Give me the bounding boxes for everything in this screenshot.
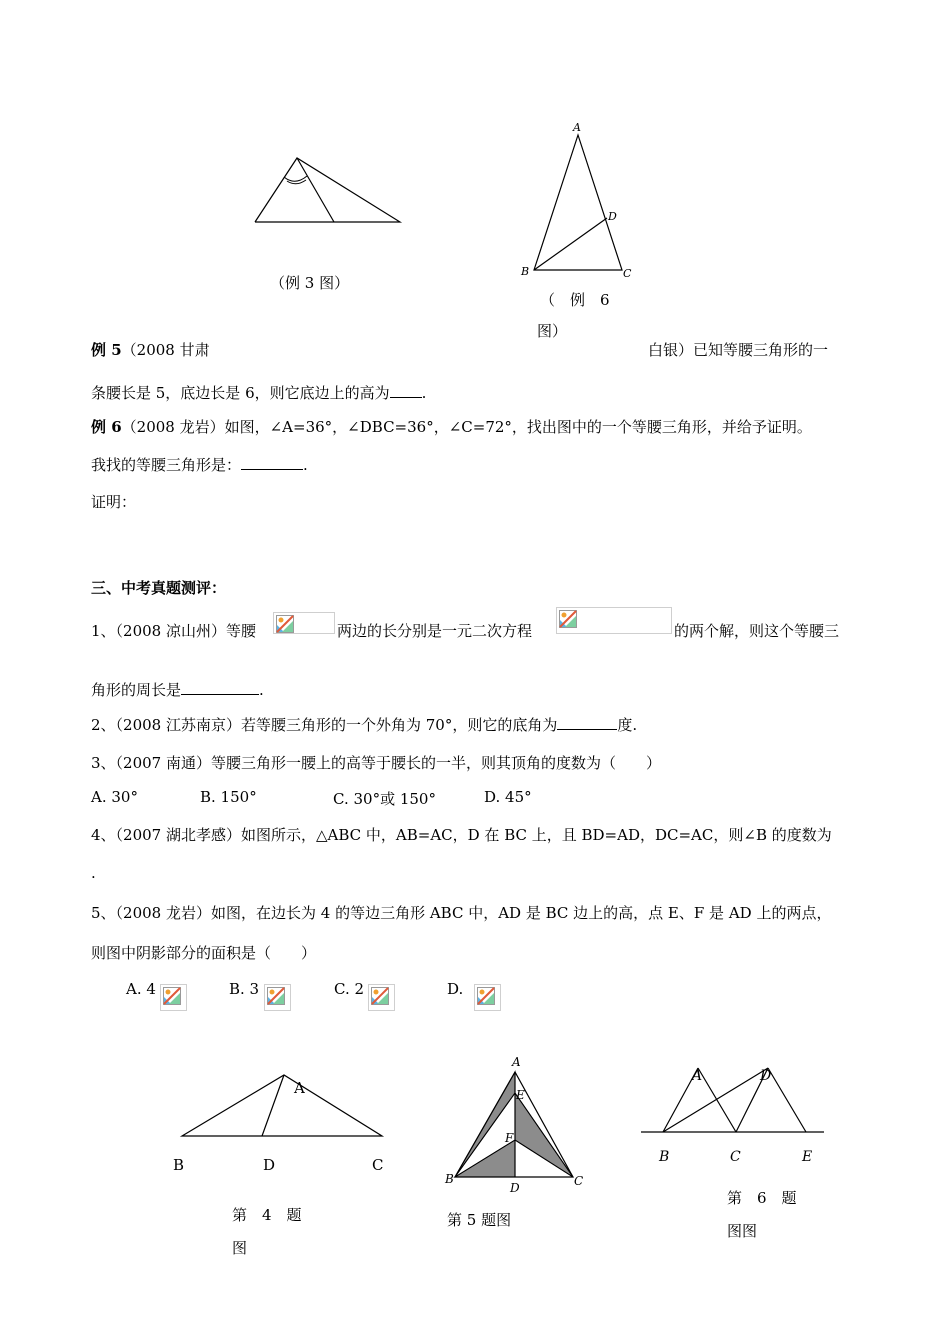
q6-label-d: D — [760, 1068, 772, 1084]
question-1-d: 角形的周长是 — [91, 681, 182, 699]
q6-label-c: C — [730, 1149, 741, 1165]
question-2 — [91, 714, 637, 735]
answer-blank[interactable] — [390, 383, 422, 398]
question-2-end: 度. — [617, 716, 638, 734]
q5-label-b: B — [445, 1172, 454, 1186]
example-5-tail: 白银）已知等腰三角形的一 — [648, 341, 829, 359]
q4-label-a: A — [294, 1079, 305, 1097]
example-6-line2 — [91, 454, 308, 475]
example-5-source: （2008 甘肃 — [121, 341, 210, 359]
question-3-option-b: B. 150° — [200, 788, 257, 806]
formula-image-placeholder — [556, 607, 672, 634]
question-6-caption-a: 第 6 题 — [727, 1189, 797, 1207]
example-6-caption-a: （ 例 6 — [540, 291, 610, 309]
option-image-placeholder — [474, 984, 501, 1011]
broken-image-icon — [276, 615, 294, 633]
question-4: 4、（2007 湖北孝感）如图所示，△ABC 中，AB=AC，D 在 BC 上，且 BD=AD，DC=AC，则∠B 的度数为 — [91, 826, 832, 844]
q5-label-c: C — [574, 1174, 584, 1188]
question-5-caption: 第 5 题图 — [447, 1211, 512, 1229]
example-3-caption: （例 3 图） — [270, 274, 350, 292]
option-image-placeholder — [160, 984, 187, 1011]
question-1-a: 1、（2008 凉山州）等腰 — [91, 622, 256, 640]
example-5-text: 条腰长是 5，底边长是 6，则它底边上的高为 — [91, 384, 390, 402]
q5-label-a: A — [512, 1055, 521, 1069]
answer-blank[interactable] — [557, 715, 617, 730]
question-6-caption-b: 图图 — [727, 1222, 758, 1240]
example-6-line1 — [91, 416, 812, 437]
question-3-option-c: C. 30°或 150° — [333, 790, 436, 808]
question-5-option-a: A. 4 — [126, 980, 156, 998]
ex6-label-c: C — [623, 267, 632, 280]
proof-label: 证明： — [91, 493, 137, 511]
broken-image-icon — [559, 610, 577, 628]
question-3-option-a: A. 30° — [91, 788, 138, 806]
q6-label-a: A — [692, 1068, 703, 1084]
question-5-line2: 则图中阴影部分的面积是（ ） — [91, 944, 317, 962]
answer-blank[interactable] — [181, 680, 259, 695]
question-6-figure — [636, 1060, 831, 1170]
example-6-figure — [515, 118, 640, 283]
q6-label-e: E — [802, 1149, 813, 1165]
q4-label-c: C — [372, 1156, 384, 1174]
example-6-caption-b: 图） — [537, 322, 568, 340]
option-image-placeholder — [368, 984, 395, 1011]
question-4-caption-a: 第 4 题 — [232, 1206, 302, 1224]
example-6-end: . — [303, 456, 308, 474]
question-4-caption-b: 图 — [232, 1239, 248, 1257]
broken-image-icon — [371, 987, 389, 1005]
question-5-option-d: D. — [447, 980, 464, 998]
example-5-end: . — [421, 384, 427, 402]
answer-blank[interactable] — [241, 455, 303, 470]
example-6-label: 例 6 — [91, 418, 122, 436]
option-image-placeholder — [264, 984, 291, 1011]
example-3-figure — [250, 150, 410, 230]
question-3-option-d: D. 45° — [484, 788, 532, 806]
question-2-text: 2、（2008 江苏南京）若等腰三角形的一个外角为 70°，则它的底角为 — [91, 716, 558, 734]
q5-label-e: E — [516, 1088, 525, 1102]
q4-label-b: B — [173, 1156, 185, 1174]
example-6-text: （2008 龙岩）如图，∠A=36°，∠DBC=36°，∠C=72°，找出图中的一个等腰三角形，并给予证明。 — [121, 418, 812, 436]
formula-image-placeholder — [273, 612, 335, 634]
question-1-c: 的两个解，则这个等腰三 — [674, 622, 840, 640]
ex6-label-b: B — [521, 265, 530, 278]
broken-image-icon — [477, 987, 495, 1005]
q5-label-d: D — [510, 1181, 520, 1195]
broken-image-icon — [267, 987, 285, 1005]
question-4-end: . — [91, 864, 96, 882]
q4-label-d: D — [263, 1156, 276, 1174]
example-6-answer-prompt: 我找的等腰三角形是： — [91, 456, 242, 474]
example-5-line2 — [91, 382, 426, 403]
q6-label-b: B — [659, 1149, 670, 1165]
section-title: 三、中考真题测评： — [91, 579, 227, 597]
question-5-option-c: C. 2 — [334, 980, 365, 998]
question-1-line2 — [91, 679, 264, 700]
broken-image-icon — [163, 987, 181, 1005]
q5-label-f: F — [505, 1131, 514, 1145]
question-4-figure — [170, 1066, 400, 1176]
ex6-label-a: A — [573, 121, 581, 134]
question-5-line1: 5、（2008 龙岩）如图，在边长为 4 的等边三角形 ABC 中，AD 是 BC 边上的高，点 E、F 是 AD 上的两点， — [91, 904, 832, 922]
question-1-b: 两边的长分别是一元二次方程 — [337, 622, 533, 640]
question-5-figure — [440, 1052, 590, 1197]
example-5-label: 例 5 — [91, 341, 122, 359]
example-5-line1 — [91, 339, 210, 360]
question-3: 3、（2007 南通）等腰三角形一腰上的高等于腰长的一半，则其顶角的度数为（ ） — [91, 754, 661, 772]
question-1-end: . — [259, 681, 264, 699]
question-5-option-b: B. 3 — [229, 980, 260, 998]
ex6-label-d: D — [608, 210, 617, 223]
